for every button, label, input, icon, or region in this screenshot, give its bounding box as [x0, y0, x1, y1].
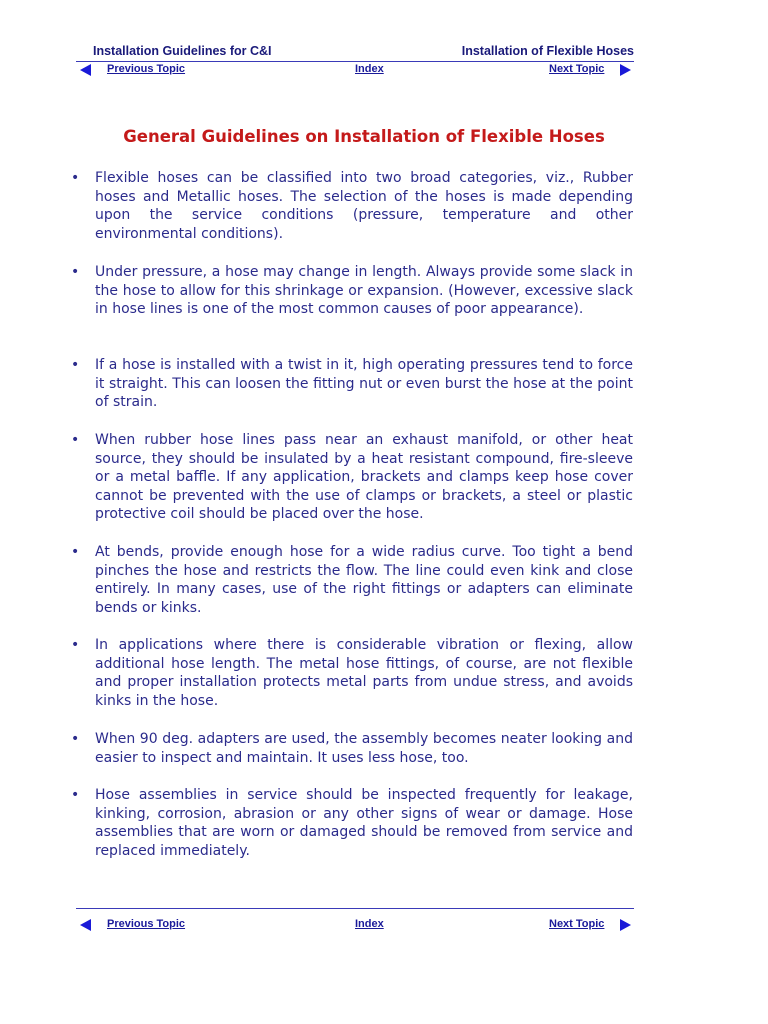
header-left-title: Installation Guidelines for C&I: [93, 44, 272, 58]
next-topic-link[interactable]: Next Topic: [549, 63, 605, 75]
footer-divider: [76, 908, 634, 909]
page-title: General Guidelines on Installation of Flexible Hoses: [123, 127, 605, 146]
guideline-item: • Under pressure, a hose may change in length. Always provide some slack in the hose to allow for this shrinkage or expansion. (However, excessive slack in hose lines is one of the most common causes of poor appearance).: [95, 263, 633, 319]
header-right-title: Installation of Flexible Hoses: [461, 44, 634, 58]
next-topic-link[interactable]: Next Topic: [549, 918, 605, 930]
next-arrow-icon[interactable]: [620, 919, 631, 931]
previous-topic-link[interactable]: Previous Topic: [107, 63, 186, 75]
previous-arrow-icon[interactable]: [80, 64, 91, 76]
previous-topic-link[interactable]: Previous Topic: [107, 918, 186, 930]
guideline-item: • When rubber hose lines pass near an exhaust manifold, or other heat source, they should be insulated by a heat resistant compound, fire-sleeve or a metal baffle. If any application, brackets and clamps keep hose cover cannot be prevented with the use of clamps or brackets, a steel or plastic protective coil should be placed over the hose.: [95, 431, 633, 524]
guideline-item: • At bends, provide enough hose for a wide radius curve. Too tight a bend pinches the hose and restricts the flow. The line could even kink and close entirely. In many cases, use of the right fittings or adapters can eliminate bends or kinks.: [95, 543, 633, 617]
index-link[interactable]: Index: [355, 63, 384, 75]
index-link[interactable]: Index: [355, 918, 384, 930]
top-nav-bar: [76, 61, 634, 79]
guideline-item: • Hose assemblies in service should be inspected frequently for leakage, kinking, corrosion, abrasion or any other signs of wear or damage. Hose assemblies that are worn or damaged should be removed from service and replaced immediately.: [95, 786, 633, 860]
guideline-item: • If a hose is installed with a twist in it, high operating pressures tend to force it straight. This can loosen the fitting nut or even burst the hose at the point of strain.: [95, 356, 633, 412]
guideline-item: • In applications where there is considerable vibration or flexing, allow additional hose length. The metal hose fittings, of course, are not flexible and proper installation protects metal parts from undue stress, and avoids kinks in the hose.: [95, 636, 633, 710]
next-arrow-icon[interactable]: [620, 64, 631, 76]
bottom-nav-bar: [76, 916, 634, 934]
guideline-item: • When 90 deg. adapters are used, the assembly becomes neater looking and easier to inspect and maintain. It uses less hose, too.: [95, 730, 633, 767]
previous-arrow-icon[interactable]: [80, 919, 91, 931]
guideline-item: • Flexible hoses can be classified into two broad categories, viz., Rubber hoses and Metallic hoses. The selection of the hoses is made depending upon the service conditions (pressure, temperature and other environmental conditions).: [95, 169, 633, 243]
